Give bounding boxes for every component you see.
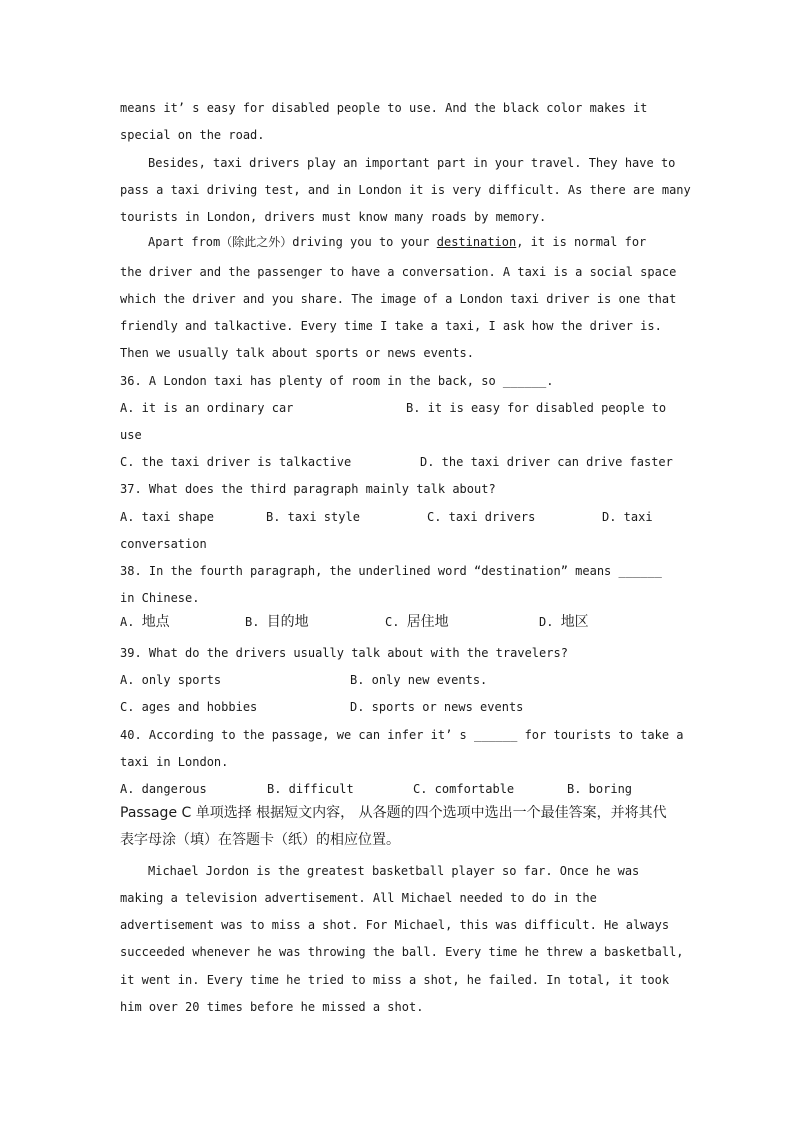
option-text: 居住地: [406, 614, 449, 630]
option-b: B. difficult: [267, 782, 354, 796]
section-heading-continued: 表字母涂（填）在答题卡（纸）的相应位置。: [120, 832, 400, 848]
option-b: B. only new events.: [350, 673, 488, 687]
question-stem: 38. In the fourth paragraph, the underlined word “destination” means ______: [120, 564, 662, 578]
option-c: [385, 614, 449, 630]
text-line: Then we usually talk about sports or news events.: [120, 346, 475, 360]
text-line: him over 20 times before he missed a shot.: [120, 1000, 424, 1014]
option-a: A. taxi shape: [120, 510, 214, 524]
text-line: the driver and the passenger to have a conversation. A taxi is a social space: [120, 265, 677, 279]
option-d: B. boring: [567, 782, 633, 796]
section-heading: Passage C 单项选择 根据短文内容， 从各题的四个选项中选出一个最佳答案，并将其代: [120, 805, 667, 821]
option-b: B. it is easy for disabled people to: [406, 401, 667, 415]
text-line: special on the road.: [120, 128, 265, 142]
text-line: succeeded whenever he was throwing the ball. Every time he threw a basketball,: [120, 945, 684, 959]
option-letter: C.: [385, 615, 400, 629]
underlined-word: destination: [436, 235, 517, 249]
option-letter: D.: [539, 615, 554, 629]
option-a: A. dangerous: [120, 782, 207, 796]
text-line: friendly and talkactive. Every time I take a taxi, I ask how the driver is.: [120, 319, 662, 333]
text-segment: , it is normal for: [516, 235, 647, 249]
question-stem-continued: in Chinese.: [120, 591, 200, 605]
option-c: C. taxi drivers: [427, 510, 536, 524]
question-stem: 40. According to the passage, we can infer it’ s ______ for tourists to take a: [120, 728, 684, 742]
option-text: 地点: [141, 614, 170, 630]
question-stem: 37. What does the third paragraph mainly talk about?: [120, 482, 496, 496]
option-text: 目的地: [266, 614, 309, 630]
option-letter: B.: [245, 615, 260, 629]
option-d: D. taxi: [602, 510, 653, 524]
option-a: A. only sports: [120, 673, 222, 687]
text-line: tourists in London, drivers must know many roads by memory.: [120, 210, 547, 224]
option-a: [120, 614, 170, 630]
question-stem: 36. A London taxi has plenty of room in the back, so ______.: [120, 374, 554, 388]
text-line: advertisement was to miss a shot. For Michael, this was difficult. He always: [120, 918, 670, 932]
text-segment: Apart from（除此之外）driving you to your: [148, 235, 437, 249]
option-d: D. sports or news events: [350, 700, 524, 714]
option-d-continued: conversation: [120, 537, 207, 551]
option-letter: A.: [120, 615, 135, 629]
text-line: which the driver and you share. The image of a London taxi driver is one that: [120, 292, 677, 306]
text-line: Michael Jordon is the greatest basketball player so far. Once he was: [148, 864, 640, 878]
text-line: pass a taxi driving test, and in London it is very difficult. As there are many: [120, 183, 691, 197]
option-c: C. the taxi driver is talkactive: [120, 455, 352, 469]
question-stem: 39. What do the drivers usually talk about with the travelers?: [120, 646, 568, 660]
text-line: means it’ s easy for disabled people to use. And the black color makes it: [120, 101, 648, 115]
option-c: C. comfortable: [413, 782, 515, 796]
option-a: A. it is an ordinary car: [120, 401, 294, 415]
option-b: B. taxi style: [266, 510, 360, 524]
option-d: D. the taxi driver can drive faster: [420, 455, 673, 469]
option-b-continued: use: [120, 428, 142, 442]
question-stem-continued: taxi in London.: [120, 755, 229, 769]
text-line: Besides, taxi drivers play an important part in your travel. They have to: [148, 156, 676, 170]
text-line: making a television advertisement. All Michael needed to do in the: [120, 891, 597, 905]
option-text: 地区: [560, 614, 589, 630]
text-line: [148, 234, 646, 250]
text-line: it went in. Every time he tried to miss a shot, he failed. In total, it took: [120, 973, 670, 987]
option-d: [539, 614, 589, 630]
option-c: C. ages and hobbies: [120, 700, 258, 714]
option-b: [245, 614, 309, 630]
